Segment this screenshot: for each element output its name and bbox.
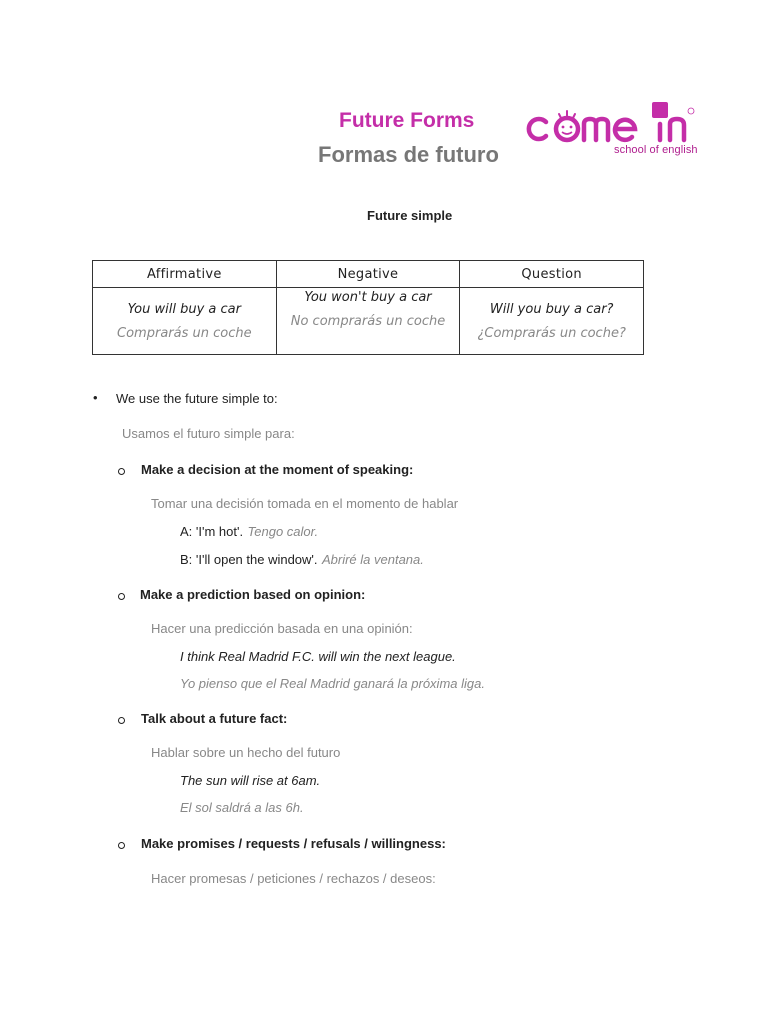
negative-cell [276,288,460,355]
use-heading: Make a decision at the moment of speaking: [141,462,414,477]
circle-bullet-icon [118,842,125,849]
page-title: Future Forms [339,109,475,132]
come-in-logo [524,98,724,158]
use-heading: Talk about a future fact: [141,711,288,726]
question-example: Will you buy a car? [489,301,614,317]
affirmative-translation: Comprarás un coche [117,325,252,341]
question-translation: ¿Comprarás un coche? [477,325,626,341]
use-translation: Hacer una predicción basada en una opinión: [151,621,413,636]
example-english: The sun will rise at 6am. [180,773,321,788]
use-translation: Hablar sobre un hecho del futuro [151,745,341,760]
use-heading: Make a prediction based on opinion: [140,587,366,602]
future-simple-table [92,260,644,355]
circle-bullet-icon [118,593,125,600]
column-header-negative: Negative [276,261,460,288]
use-heading: Make promises / requests / refusals / willingness: [141,836,446,851]
column-header-question: Question [460,261,644,288]
negative-example: You won't buy a car [304,290,432,305]
table-row [93,288,644,355]
page-subtitle: Formas de futuro [318,142,499,167]
intro-text: We use the future simple to: [116,391,278,406]
intro-translation: Usamos el futuro simple para: [122,426,295,441]
example-b-spanish: Abriré la ventana. [321,552,424,567]
section-title: Future simple [367,208,453,223]
table-header-row [93,261,644,288]
example-a-english: A: 'I'm hot'. [180,524,244,539]
example-spanish: Yo pienso que el Real Madrid ganará la próxima liga. [180,676,485,691]
example-line [180,551,424,569]
question-cell [460,288,644,355]
example-english: I think Real Madrid F.C. will win the next league. [180,649,456,664]
circle-bullet-icon [118,468,125,475]
example-b-english: B: 'I'll open the window'. [180,552,318,567]
example-spanish: El sol saldrá a las 6h. [180,800,304,815]
column-header-affirmative: Affirmative [93,261,277,288]
affirmative-example: You will buy a car [127,301,241,317]
circle-bullet-icon [118,717,125,724]
example-line [180,523,318,541]
use-translation: Hacer promesas / peticiones / rechazos / deseos: [151,871,436,886]
affirmative-cell [93,288,277,355]
use-translation: Tomar una decisión tomada en el momento de hablar [151,496,459,511]
negative-translation: No comprarás un coche [290,314,446,329]
example-a-spanish: Tengo calor. [247,524,319,539]
logo-tagline: school of english [614,144,698,156]
bullet-dot: • [93,390,98,405]
